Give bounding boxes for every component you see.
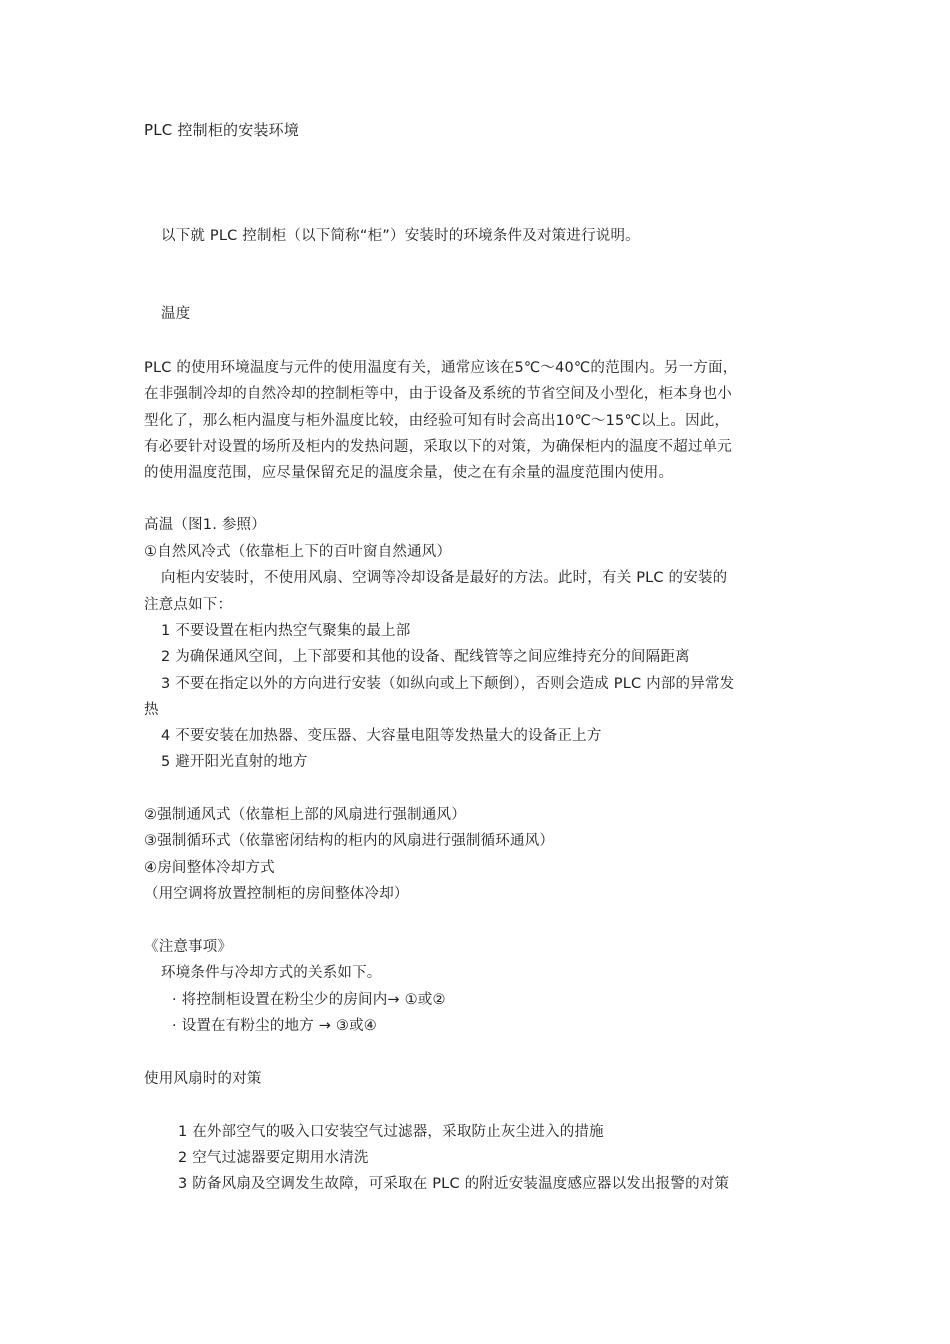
temperature-paragraph-line: 的使用温度范围，应尽量保留充足的温度余量，使之在有余量的温度范围内使用。 <box>144 465 674 481</box>
temperature-paragraph-line: PLC 的使用环境温度与元件的使用温度有关，通常应该在5℃～40℃的范围内。另一方面， <box>144 360 738 376</box>
caution-intro: 环境条件与冷却方式的关系如下。 <box>161 965 382 981</box>
method-4: ④房间整体冷却方式 <box>144 860 275 876</box>
note-item: 3 不要在指定以外的方向进行安装（如纵向或上下颠倒），否则会造成 PLC 内部的异常发 <box>161 676 735 692</box>
note-item-continuation: 热 <box>144 702 159 718</box>
intro-paragraph: 以下就 PLC 控制柜（以下简称“柜”）安装时的环境条件及对策进行说明。 <box>161 228 640 244</box>
temperature-paragraph-line: 有必要针对设置的场所及柜内的发热问题，采取以下的对策，为确保柜内的温度不超过单元 <box>144 439 732 455</box>
section-heading-temperature: 温度 <box>161 306 191 322</box>
caution-item: · 将控制柜设置在粉尘少的房间内→ ①或② <box>172 992 446 1008</box>
temperature-paragraph-line: 在非强制冷却的自然冷却的控制柜等中，由于设备及系统的节省空间及小型化，柜本身也小 <box>144 386 732 402</box>
method-3: ③强制循环式（依靠密闭结构的柜内的风扇进行强制循环通风） <box>144 833 555 849</box>
note-item: 1 不要设置在柜内热空气聚集的最上部 <box>161 623 411 639</box>
caution-heading: 《注意事项》 <box>144 939 233 955</box>
document-title: PLC 控制柜的安装环境 <box>144 121 300 139</box>
method-2: ②强制通风式（依靠柜上部的风扇进行强制通风） <box>144 807 466 823</box>
method-4-description: （用空调将放置控制柜的房间整体冷却） <box>144 886 409 902</box>
note-item: 5 避开阳光直射的地方 <box>161 754 308 770</box>
method-1-description-line: 注意点如下： <box>144 597 233 613</box>
temperature-paragraph-line: 型化了，那么柜内温度与柜外温度比较，由经验可知有时会高出10℃～15℃以上。因此， <box>144 413 730 429</box>
section-heading-high-temp: 高温（图1. 参照） <box>144 517 266 533</box>
fan-item: 2 空气过滤器要定期用水清洗 <box>178 1150 369 1166</box>
fan-item: 3 防备风扇及空调发生故障，可采取在 PLC 的附近安装温度感应器以发出报警的对策 <box>178 1176 730 1192</box>
note-item: 2 为确保通风空间，上下部要和其他的设备、配线管等之间应维持充分的间隔距离 <box>161 649 690 665</box>
note-item: 4 不要安装在加热器、变压器、大容量电阻等发热量大的设备正上方 <box>161 728 602 744</box>
section-heading-fan: 使用风扇时的对策 <box>144 1071 262 1087</box>
fan-item: 1 在外部空气的吸入口安装空气过滤器，采取防止灰尘进入的措施 <box>178 1124 604 1140</box>
method-1: ①自然风冷式（依靠柜上下的百叶窗自然通风） <box>144 544 452 560</box>
caution-item: · 设置在有粉尘的地方 → ③或④ <box>172 1018 377 1034</box>
method-1-description-line: 向柜内安装时，不使用风扇、空调等冷却设备是最好的方法。此时，有关 PLC 的安装的 <box>161 570 728 586</box>
